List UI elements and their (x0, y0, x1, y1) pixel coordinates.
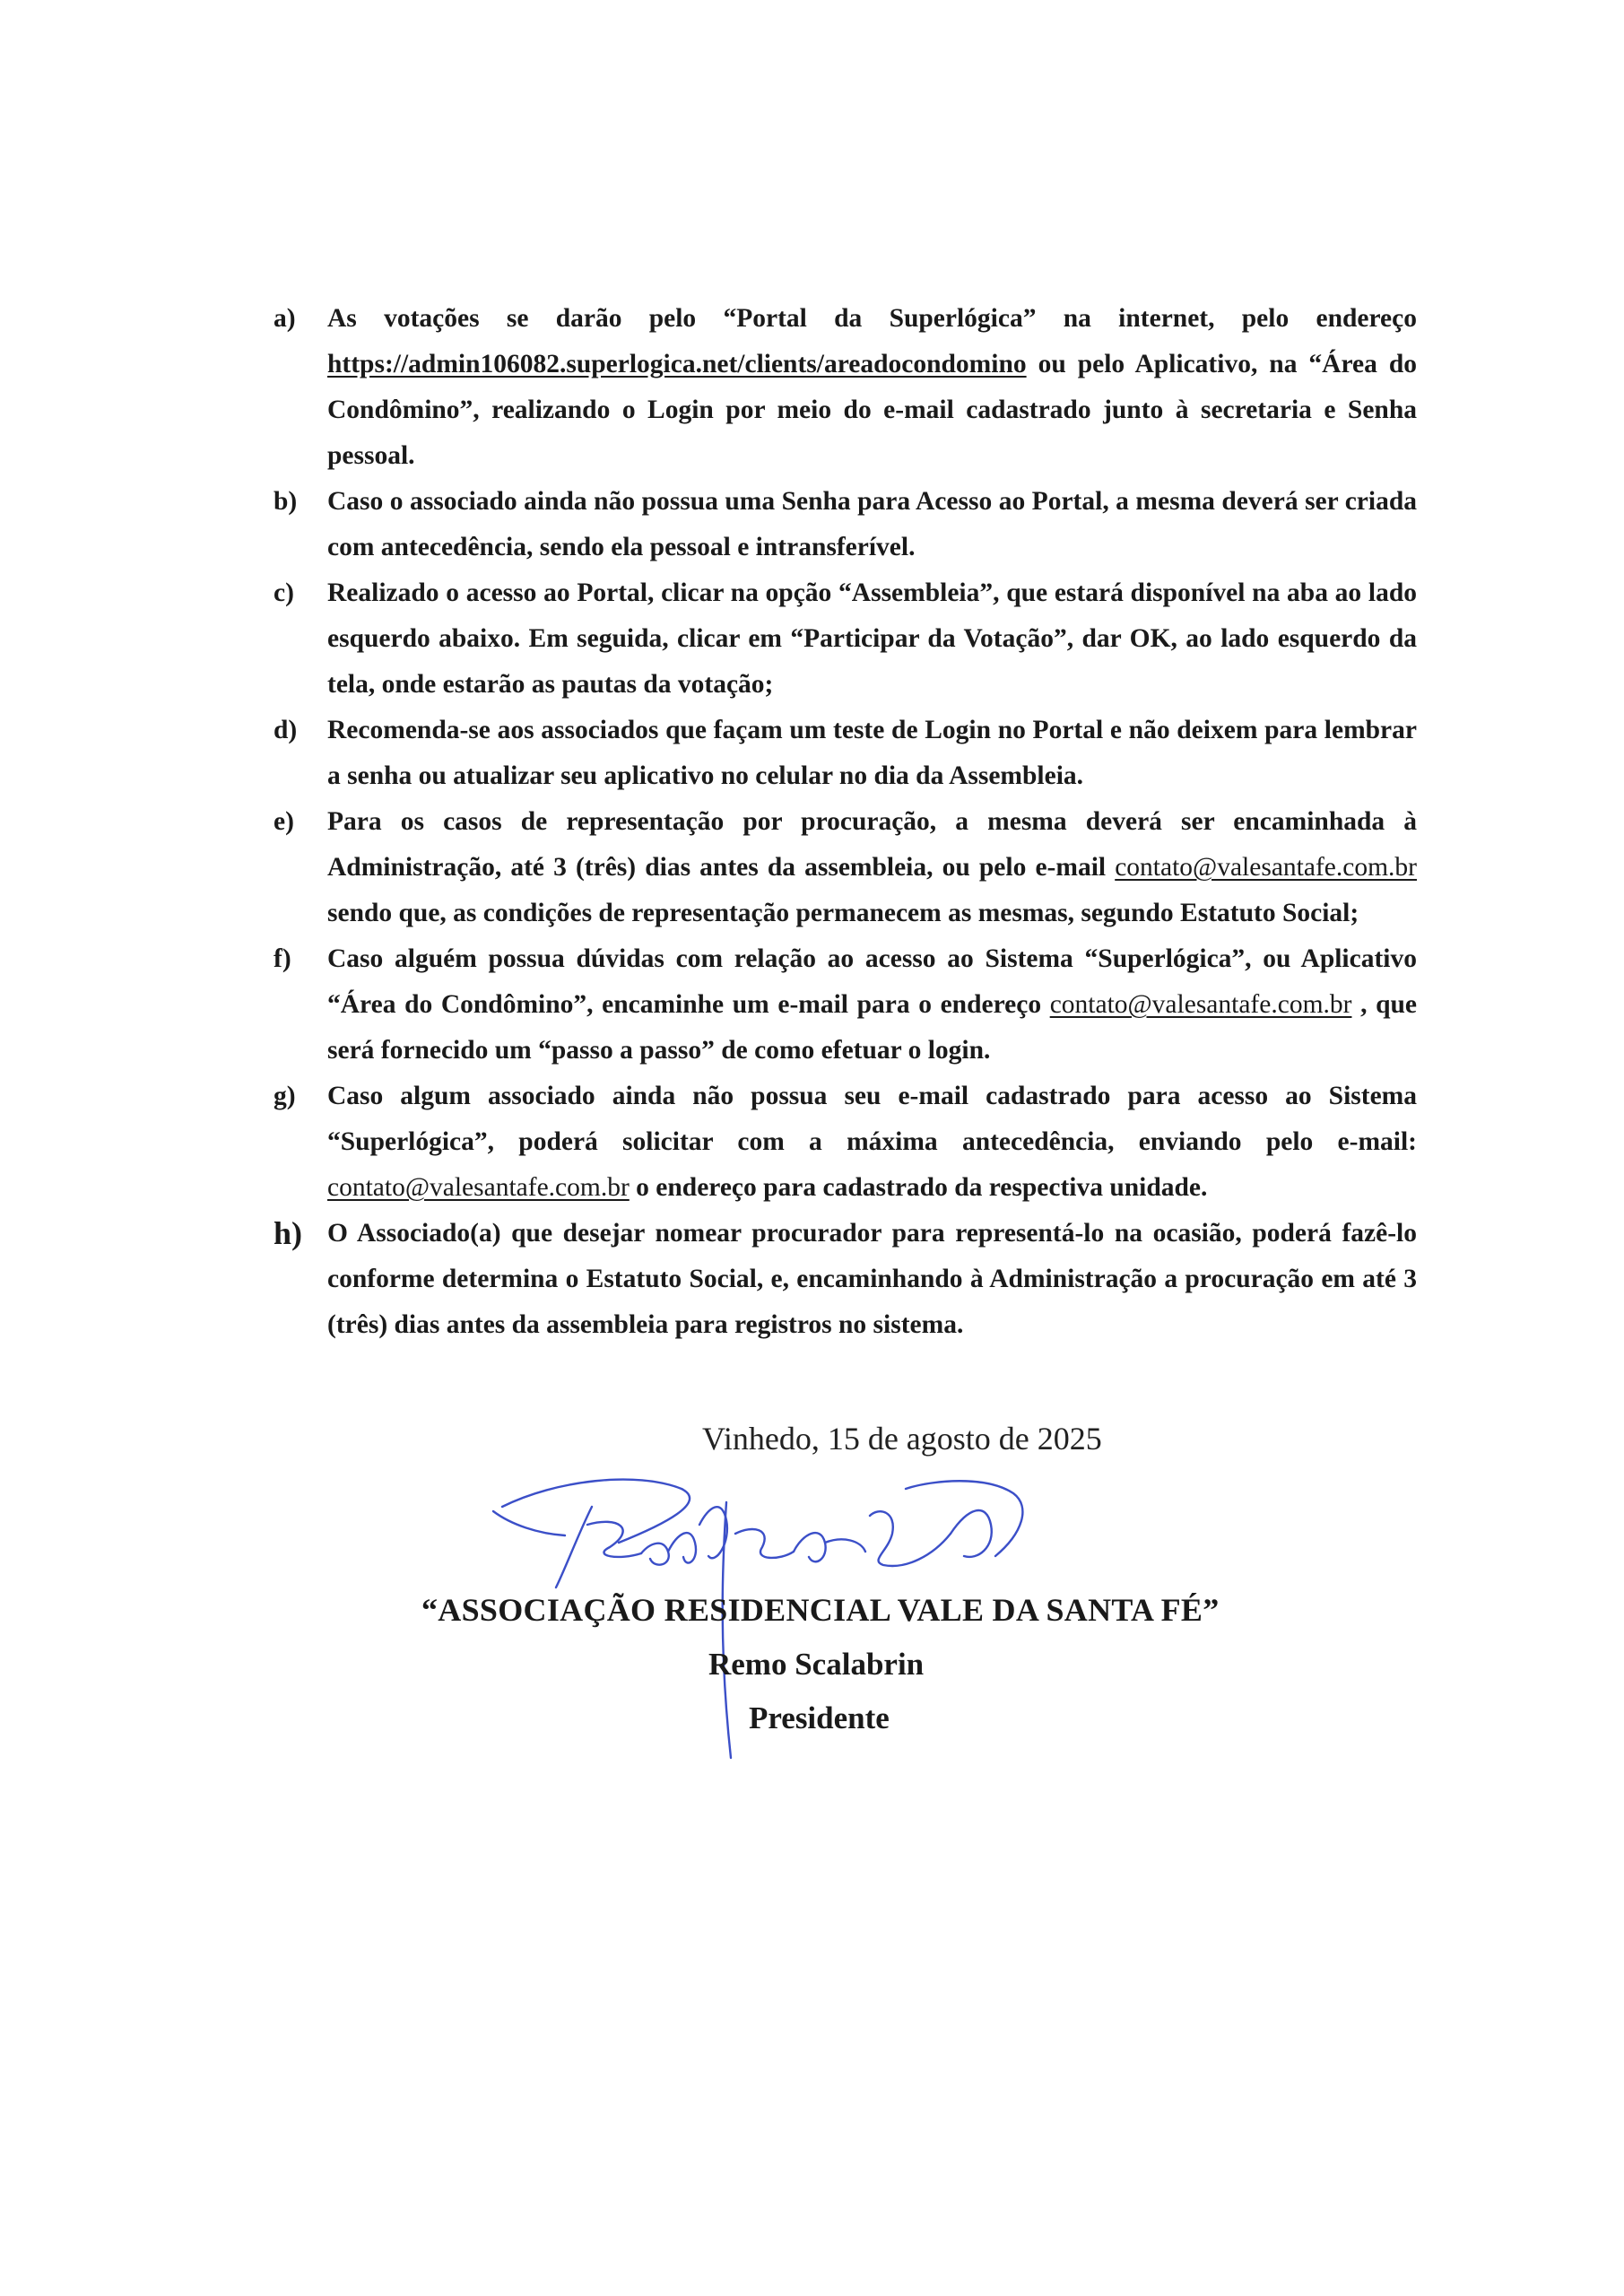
item-marker: c) (274, 578, 294, 607)
email-link[interactable]: contato@valesantafe.com.br (327, 1173, 630, 1202)
item-marker: a) (274, 304, 296, 333)
item-text: O Associado(a) que desejar nomear procurador para representá-lo na ocasião, poderá fazê-lo conforme determina o Estatuto Social, e, encaminhando à Administração a procuração em até 3 (três) dias antes da assembleia para registros no sistema. (327, 1219, 1417, 1339)
item-marker: g) (274, 1082, 296, 1110)
list-item-g (274, 1074, 1417, 1211)
place-and-date: Vinhedo, 15 de agosto de 2025 (702, 1421, 1102, 1457)
item-marker: e) (274, 807, 294, 836)
list-item-e (274, 799, 1417, 936)
item-text: Para os casos de representação por procuração, a mesma deverá ser encaminhada à Administração, até 3 (três) dias antes da assembleia, ou pelo e-mail (327, 807, 1417, 882)
organization-name: “ASSOCIAÇÃO RESIDENCIAL VALE DA SANTA FÉ” (421, 1592, 1220, 1628)
item-text: o endereço para cadastrado da respectiva unidade. (629, 1173, 1208, 1202)
instructions-list (274, 296, 1417, 1348)
item-text: Caso alguém possua dúvidas com relação ao acesso ao Sistema “Superlógica”, ou Aplicativo “Área do Condômino”, encaminhe um e-mail para o endereço (327, 944, 1417, 1019)
item-marker: b) (274, 487, 298, 516)
item-marker: f) (274, 944, 291, 973)
email-link[interactable]: contato@valesantafe.com.br (1049, 990, 1352, 1019)
item-text: , que será fornecido um “passo a passo” de como efetuar o login. (327, 990, 1417, 1065)
item-marker: d) (274, 716, 298, 744)
signer-name: Remo Scalabrin (708, 1647, 925, 1682)
signer-role: Presidente (749, 1700, 890, 1735)
item-text: As votações se darão pelo “Portal da Superlógica” na internet, pelo endereço (327, 304, 1417, 333)
list-item-c (274, 570, 1417, 708)
item-text: Caso o associado ainda não possua uma Senha para Acesso ao Portal, a mesma deverá ser criada com antecedência, sendo ela pessoal e intransferível. (327, 487, 1417, 561)
list-item-a (274, 296, 1417, 479)
list-item-b (274, 479, 1417, 570)
item-marker: h) (274, 1215, 303, 1251)
list-item-d (274, 708, 1417, 799)
item-text: Realizado o acesso ao Portal, clicar na opção “Assembleia”, que estará disponível na aba ao lado esquerdo abaixo. Em seguida, clicar em “Participar da Votação”, dar OK, ao lado esquerdo da tela, onde estarão as pautas da votação; (327, 578, 1417, 699)
item-text: Caso algum associado ainda não possua seu e-mail cadastrado para acesso ao Sistema “Superlógica”, poderá solicitar com a máxima antecedência, enviando pelo e-mail: (327, 1082, 1417, 1156)
item-text: ou pelo Aplicativo, na “Área do Condômino”, realizando o Login por meio do e-mail cadastrado junto à secretaria e Senha pessoal. (327, 350, 1417, 470)
list-item-f (274, 936, 1417, 1074)
email-link[interactable]: contato@valesantafe.com.br (1115, 853, 1417, 882)
portal-link[interactable]: https://admin106082.superlogica.net/clients/areadocondomino (327, 350, 1027, 378)
list-item-h (274, 1211, 1417, 1348)
item-text: sendo que, as condições de representação permanecem as mesmas, segundo Estatuto Social; (327, 899, 1359, 927)
item-text: Recomenda-se aos associados que façam um teste de Login no Portal e não deixem para lembrar a senha ou atualizar seu aplicativo no celular no dia da Assembleia. (327, 716, 1417, 790)
